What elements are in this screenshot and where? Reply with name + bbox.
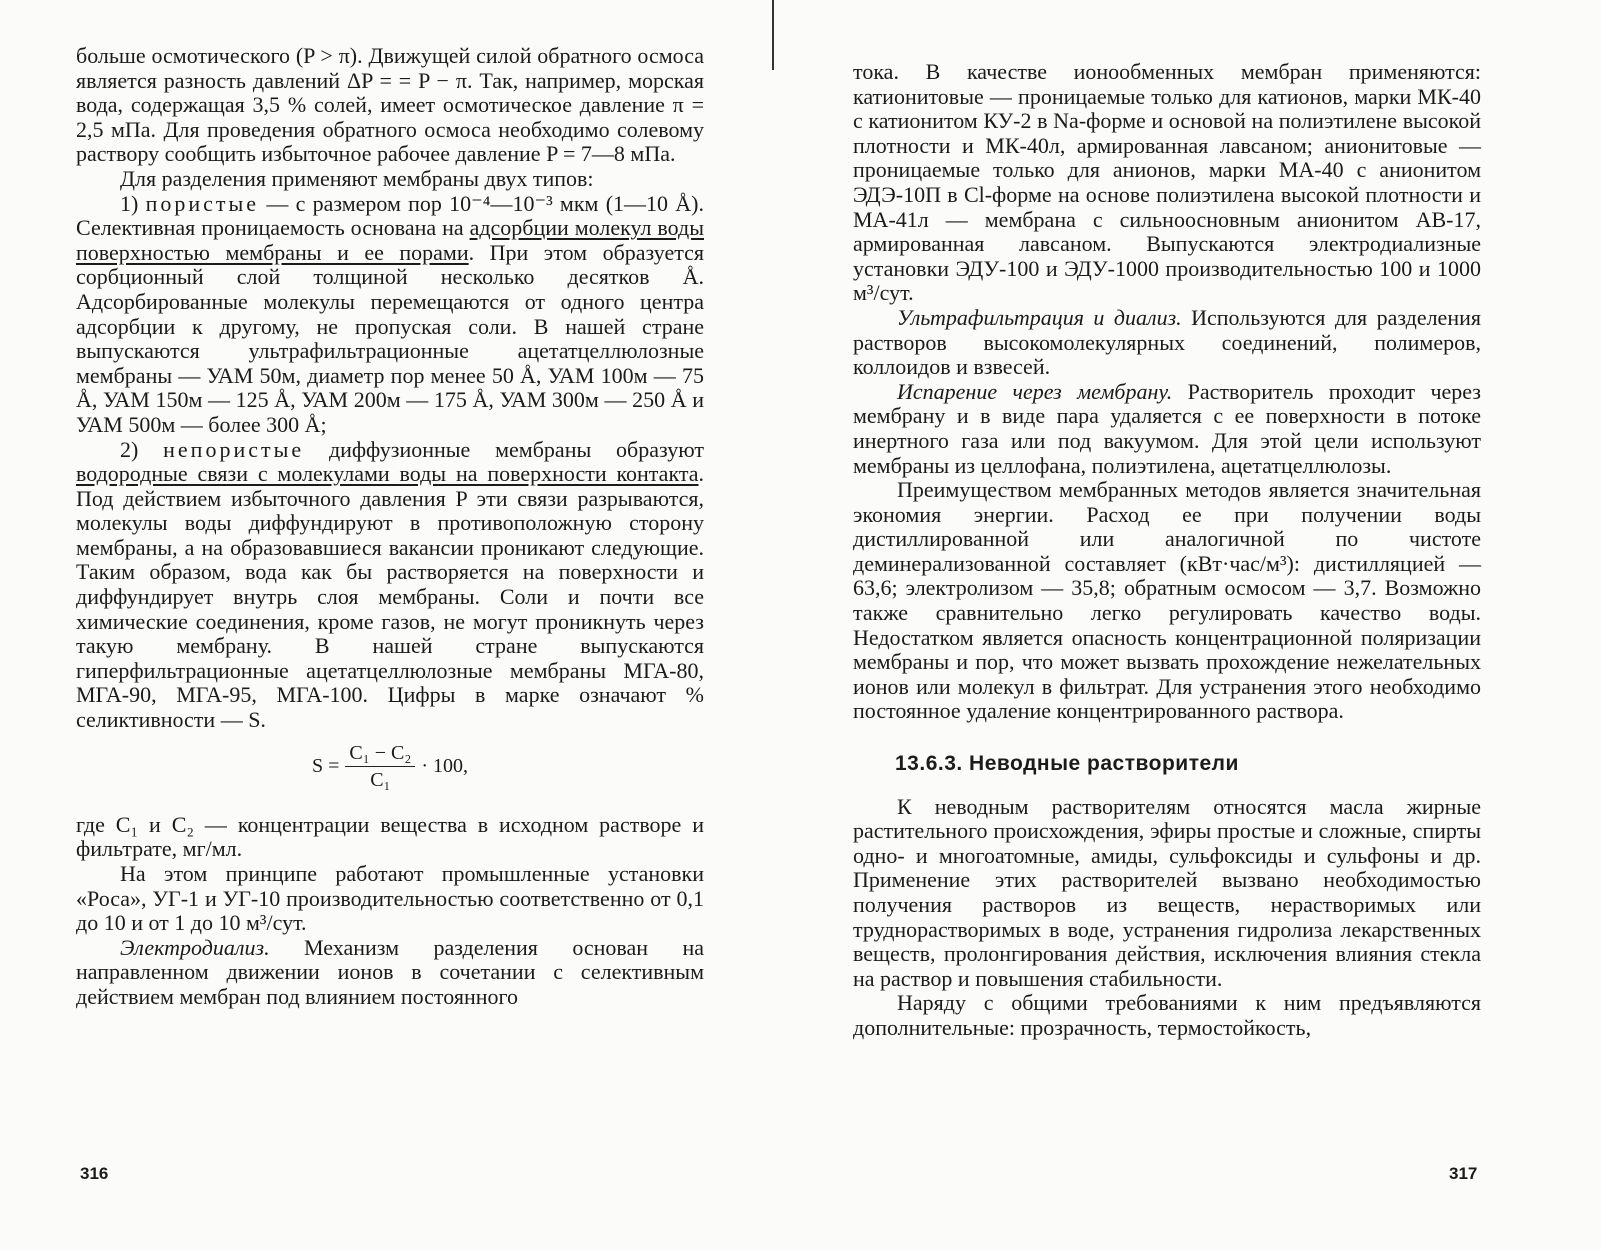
left-page xyxy=(76,44,704,1010)
requirements-paragraph: Наряду с общими требованиями к ним предъявляются дополнительные: прозрачность, термостойкость, xyxy=(853,990,1481,1040)
list-number: 1) xyxy=(120,190,139,216)
term-evaporation: Испарение через мембрану. xyxy=(897,378,1173,404)
evaporation-paragraph: Испарение через мембрану. Растворитель проходит через мембрану и в виде пара удаляется с ее поверхности в потоке инертного газа или под вакуумом. Для этой цели используют мембраны из целлофана, полиэтилена, ацетатцеллюлозы. xyxy=(853,378,1481,478)
page-gutter-line xyxy=(772,0,774,70)
underlined-phrase: адсорбции молекул воды поверхностью мембраны и ее порами xyxy=(76,215,705,265)
ion-exchange-paragraph: тока. В качестве ионообменных мембран применяются: катионитовые — проницаемые только для катионов, марки МК-40 с катионитом КУ-2 в Na-форме и основой на полиэтилене высокой плотности и МК-40л, армированная лавсаном; анионитовые — проницаемые только для анионов, марки МА-40 с анионитом ЭДЭ-10П в Cl-форме на основе полиэтилена высокой плотности и МА-41л — мембрана с сильноосновным анионитом АВ-17, армированная лавсаном. Выпускаются электродиализные установки ЭДУ-100 и ЭДУ-1000 производительностью 100 и 1000 м³/сут. xyxy=(853,59,1481,306)
selectivity-formula: S = $\frac{\text{C₁ − C₂}}{\text{C₁}}$ · 100, xyxy=(312,741,468,792)
electrodialysis-paragraph: Электродиализ. Механизм разделения основан на направленном движении ионов в сочетании с селективным действием мембран под влиянием постоянного xyxy=(76,934,704,1009)
underlined-phrase: водородные связи с молекулами воды на поверхности контакта xyxy=(76,461,699,487)
formula-explanation: где C₁ и C₂ — концентрации вещества в исходном растворе и фильтрате, мг/мл. xyxy=(76,811,704,862)
ultrafiltration-paragraph: Ультрафильтрация и диализ. Используются для разделения растворов высокомолекулярных соединений, полимеров, коллоидов и взвесей. xyxy=(853,304,1481,380)
page-number-left: 316 xyxy=(80,1164,109,1183)
membrane-types-intro: Для разделения применяют мембраны двух типов: xyxy=(120,165,594,191)
formula-fraction: $\frac{\text{C₁ − C₂}}{\text{C₁}}$ xyxy=(345,741,415,793)
term-electrodialysis: Электродиализ. xyxy=(120,934,270,960)
term-porous: пористые xyxy=(145,190,260,216)
term-ultrafiltration: Ультрафильтрация и диализ. xyxy=(897,304,1182,330)
right-page xyxy=(853,60,1481,1041)
nonporous-membranes-paragraph: 2) непористые диффузионные мембраны образуют водородные связи с молекулами воды на поверхности контакта. Под действием избыточного давления P эти связи разрываются, молекулы воды диффундируют в противоположную сторону мембраны, а на образовавшиеся вакансии проникают следующие. Таким образом, вода как бы растворяется на поверхности и диффундирует внутрь слоя мембраны. Соли и почти все химические соединения, кроме газов, не могут проникнуть через такую мембрану. В нашей стране выпускаются гиперфильтрационные ацетатцеллюлозные мембраны МГА-80, МГА-90, МГА-95, МГА-100. Цифры в марке означают % селиктивности — S. xyxy=(76,436,704,733)
section-heading: 13.6.3. Неводные растворители xyxy=(895,752,1239,776)
porous-membranes-paragraph: 1) пористые — с размером пор 10⁻⁴—10⁻³ мкм (1—10 Å). Селективная проницаемость основана на адсорбции молекул воды поверхностью мембраны и ее порами. При этом образуется сорбционный слой толщиной несколько десятков Å. Адсорбированные молекулы перемещаются от одного центра адсорбции к другому, не пропуская соли. В нашей стране выпускаются ультрафильтрационные ацетатцеллюлозные мембраны — УАМ 50м, диаметр пор менее 50 Å, УАМ 100м — 75 Å, УАМ 150м — 125 Å, УАМ 200м — 175 Å, УАМ 300м — 250 Å и УАМ 500м — более 300 Å; xyxy=(76,190,705,437)
page-number-right: 317 xyxy=(1449,1164,1478,1183)
installations-paragraph: На этом принципе работают промышленные установки «Роса», УГ-1 и УГ-10 производительностью соответственно от 0,1 до 10 и от 1 до 10 м³/сут. xyxy=(76,861,704,936)
nonaqueous-paragraph: К неводным растворителям относятся масла жирные растительного происхождения, эфиры простые и сложные, спирты одно- и многоатомные, амиды, сульфоксиды и сульфоны и др. Применение этих растворителей вызвано необходимостью получения растворов из веществ, нерастворимых или труднорастворимых в воде, устранения гидролиза лекарственных веществ, пролонгирования действия, исключения влияния стекла на раствор и повышения стабильности. xyxy=(853,793,1481,991)
advantages-paragraph: Преимуществом мембранных методов является значительная экономия энергии. Расход ее при получении воды дистиллированной или аналогичной по чистоте деминерализованной составляет (кВт·час/м³): дистилляцией — 63,6; электролизом — 35,8; обратным осмосом — 3,7. Возможно также сравнительно легко регулировать качество воды. Недостатком является опасность концентрационной поляризации мембраны и пор, что может вызвать прохождение нежелательных ионов или молекул в фильтрат. Для устранения этого необходимо постоянное удаление концентрированного раствора. xyxy=(853,477,1481,724)
list-number: 2) xyxy=(120,436,139,462)
term-nonporous: непористые xyxy=(163,436,305,462)
osmosis-paragraph: больше осмотического (P > π). Движущей силой обратного осмоса является разность давлений ΔP = = P − π. Так, например, морская вода, содержащая 3,5 % солей, имеет осмотическое давление π = 2,5 мПа. Для проведения обратного осмоса необходимо солевому раствору сообщить избыточное рабочее давление P = 7—8 мПа. xyxy=(76,43,704,167)
